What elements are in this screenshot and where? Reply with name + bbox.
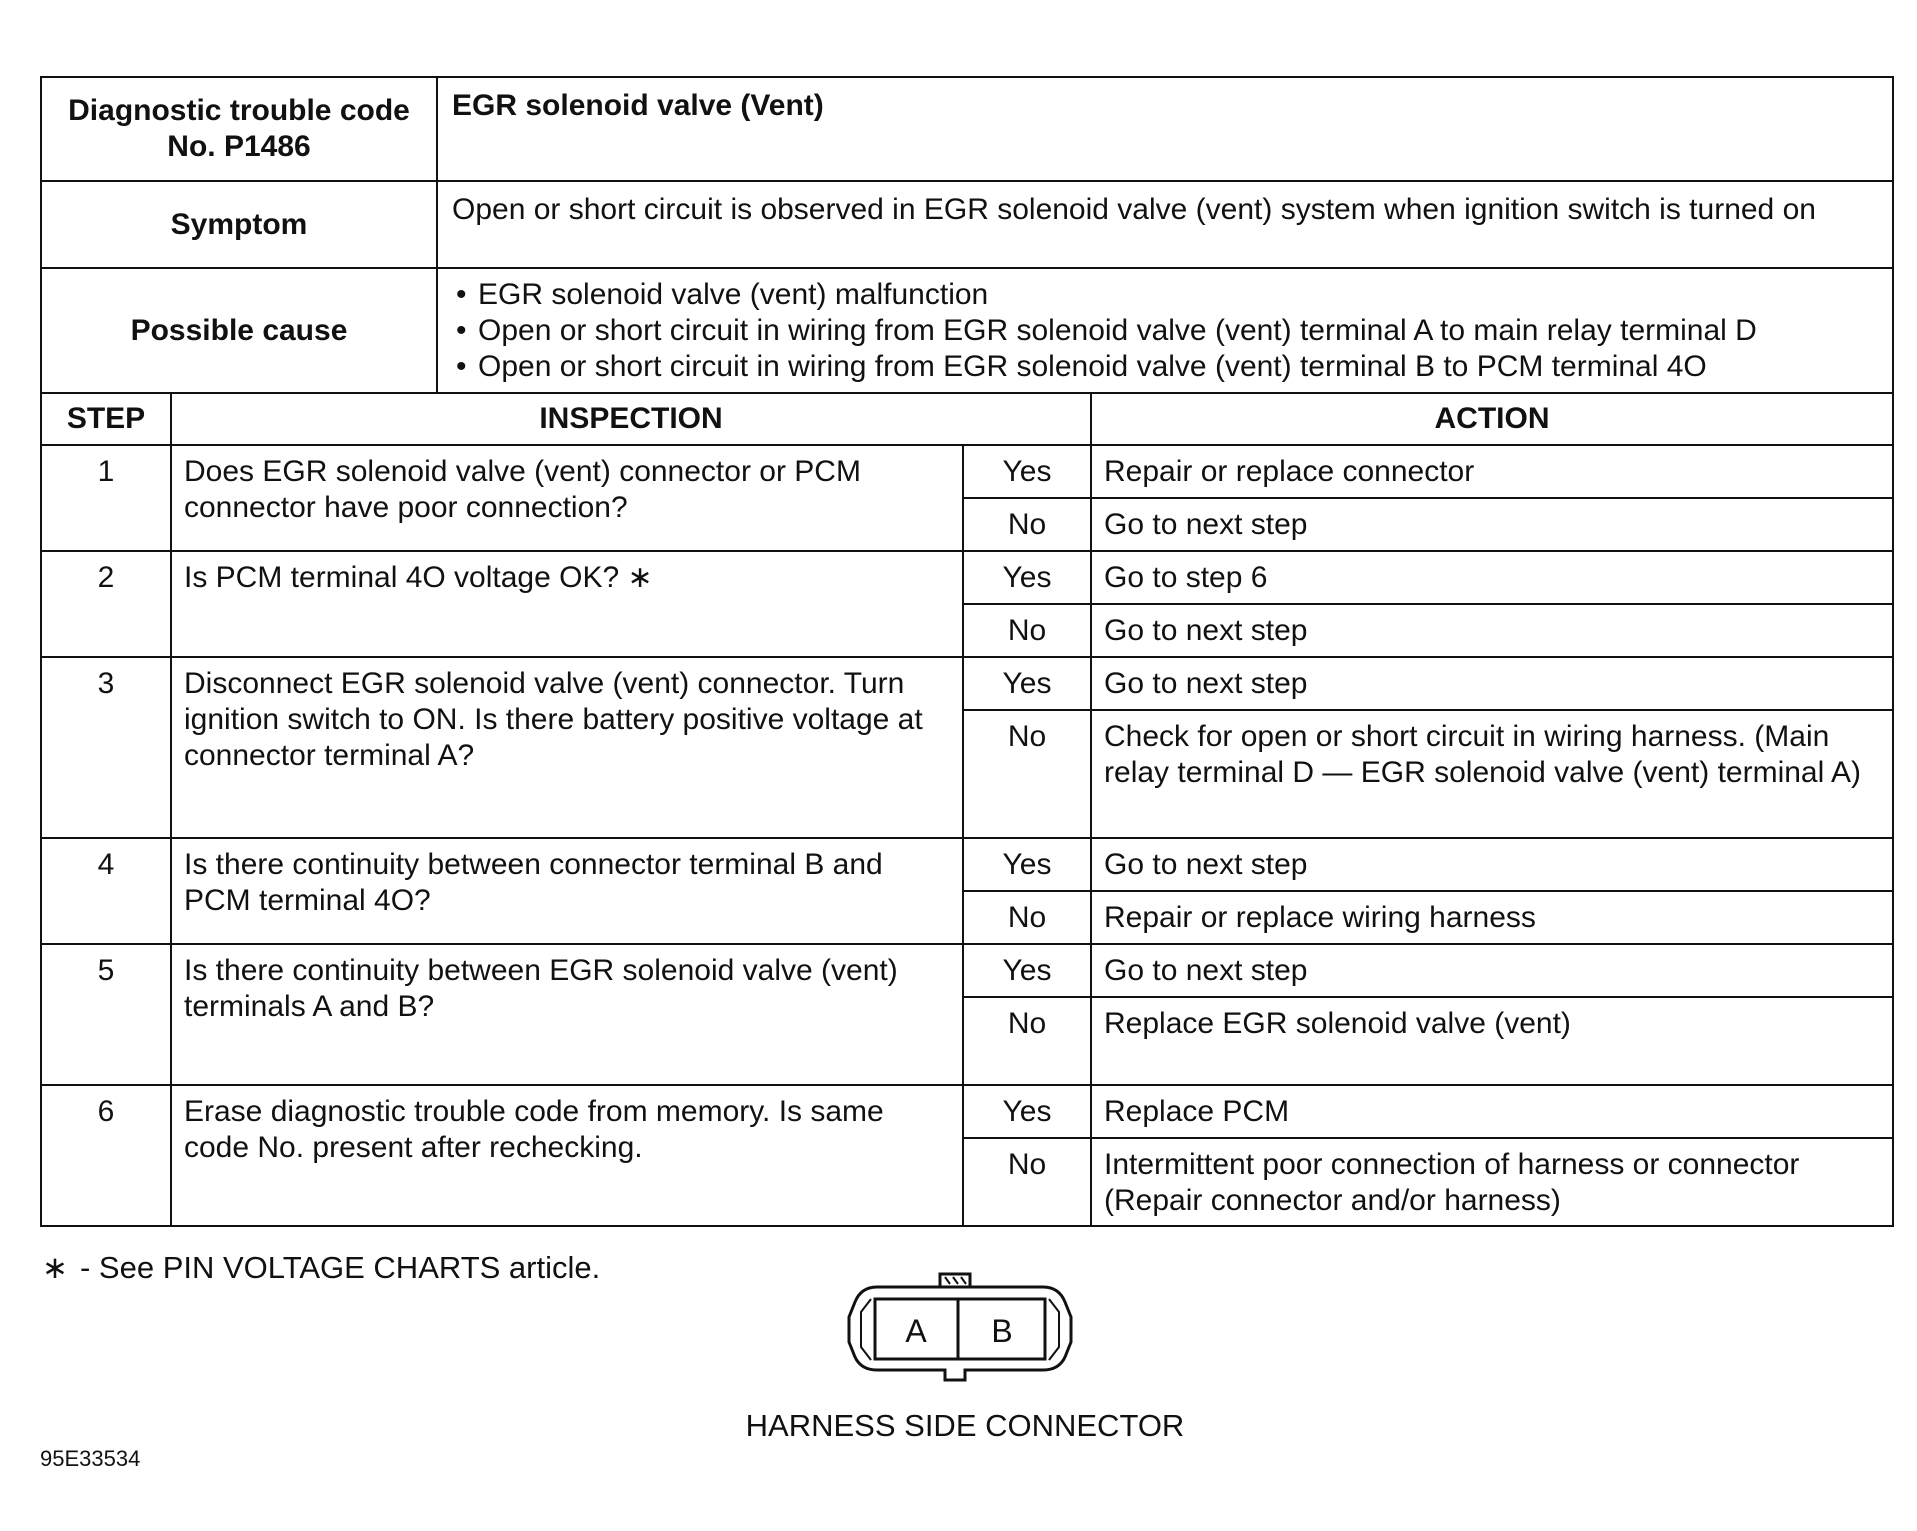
step-number: 6 — [41, 1085, 171, 1226]
step-number: 3 — [41, 657, 171, 838]
steps-table — [40, 392, 1894, 1227]
step-number: 1 — [41, 445, 171, 551]
pin-a-label: A — [905, 1313, 927, 1349]
cause-item: • EGR solenoid valve (vent) malfunction — [448, 277, 1882, 313]
yes-label: Yes — [963, 657, 1091, 710]
yes-action: Repair or replace connector — [1091, 445, 1893, 498]
cause-item: • Open or short circuit in wiring from EGR solenoid valve (vent) terminal A to main relay terminal D — [448, 313, 1882, 349]
no-action: Go to next step — [1091, 604, 1893, 657]
no-label: No — [963, 604, 1091, 657]
yes-action: Go to next step — [1091, 657, 1893, 710]
yes-action: Go to step 6 — [1091, 551, 1893, 604]
yes-label: Yes — [963, 551, 1091, 604]
symptom-label: Symptom — [41, 181, 437, 268]
yes-label: Yes — [963, 1085, 1091, 1138]
no-action: Intermittent poor connection of harness or connector (Repair connector and/or harness) — [1091, 1138, 1893, 1226]
table-row — [41, 657, 1893, 710]
cause-item: • Open or short circuit in wiring from EGR solenoid valve (vent) terminal B to PCM terminal 4O — [448, 349, 1882, 385]
symptom-value: Open or short circuit is observed in EGR solenoid valve (vent) system when ignition switch is turned on — [437, 181, 1893, 268]
table-row — [41, 838, 1893, 891]
asterisk-icon: ∗ — [42, 1250, 68, 1285]
dtc-label: Diagnostic trouble code No. P1486 — [41, 77, 437, 181]
inspection-text: Disconnect EGR solenoid valve (vent) connector. Turn ignition switch to ON. Is there battery positive voltage at connector terminal A? — [171, 657, 963, 838]
yes-action: Replace PCM — [1091, 1085, 1893, 1138]
inspection-text: Is there continuity between EGR solenoid valve (vent) terminals A and B? — [171, 944, 963, 1085]
no-action: Repair or replace wiring harness — [1091, 891, 1893, 944]
yes-action: Go to next step — [1091, 944, 1893, 997]
action-column-header: ACTION — [1091, 393, 1893, 445]
dtc-value: EGR solenoid valve (Vent) — [437, 77, 1893, 181]
footnote — [42, 1250, 600, 1286]
no-label: No — [963, 891, 1091, 944]
symptom-row — [41, 181, 1893, 268]
possible-cause-list-cell — [437, 268, 1893, 393]
possible-cause-row — [41, 268, 1893, 393]
no-action: Go to next step — [1091, 498, 1893, 551]
inspection-text: Is PCM terminal 4O voltage OK? ∗ — [171, 551, 963, 657]
step-number: 4 — [41, 838, 171, 944]
no-action: Check for open or short circuit in wiring harness. (Main relay terminal D — EGR solenoid valve (vent) terminal A) — [1091, 710, 1893, 838]
connector-housing — [849, 1287, 1071, 1380]
yes-label: Yes — [963, 445, 1091, 498]
no-label: No — [963, 498, 1091, 551]
step-number: 5 — [41, 944, 171, 1085]
dtc-row — [41, 77, 1893, 181]
inspection-column-header: INSPECTION — [171, 393, 1091, 445]
table-row — [41, 944, 1893, 997]
harness-connector-diagram — [845, 1272, 1075, 1388]
yes-action: Go to next step — [1091, 838, 1893, 891]
footnote-text: - See PIN VOLTAGE CHARTS article. — [79, 1250, 601, 1285]
header-table — [40, 76, 1894, 394]
column-header-row — [41, 393, 1893, 445]
figure-id: 95E33534 — [40, 1446, 141, 1471]
step-number: 2 — [41, 551, 171, 657]
inspection-text: Does EGR solenoid valve (vent) connector or PCM connector have poor connection? — [171, 445, 963, 551]
inspection-text: Is there continuity between connector terminal B and PCM terminal 4O? — [171, 838, 963, 944]
table-row — [41, 551, 1893, 604]
inspection-text: Erase diagnostic trouble code from memory. Is same code No. present after rechecking. — [171, 1085, 963, 1226]
yes-label: Yes — [963, 944, 1091, 997]
no-action: Replace EGR solenoid valve (vent) — [1091, 997, 1893, 1085]
pin-b-label: B — [991, 1313, 1013, 1349]
yes-label: Yes — [963, 838, 1091, 891]
connector-latch-hatch — [945, 1277, 966, 1284]
possible-cause-label: Possible cause — [41, 268, 437, 393]
possible-cause-list — [448, 277, 1882, 385]
no-label: No — [963, 1138, 1091, 1226]
table-row — [41, 445, 1893, 498]
no-label: No — [963, 997, 1091, 1085]
no-label: No — [963, 710, 1091, 838]
step-column-header: STEP — [41, 393, 171, 445]
connector-caption: HARNESS SIDE CONNECTOR — [745, 1408, 1185, 1443]
table-row — [41, 1085, 1893, 1138]
